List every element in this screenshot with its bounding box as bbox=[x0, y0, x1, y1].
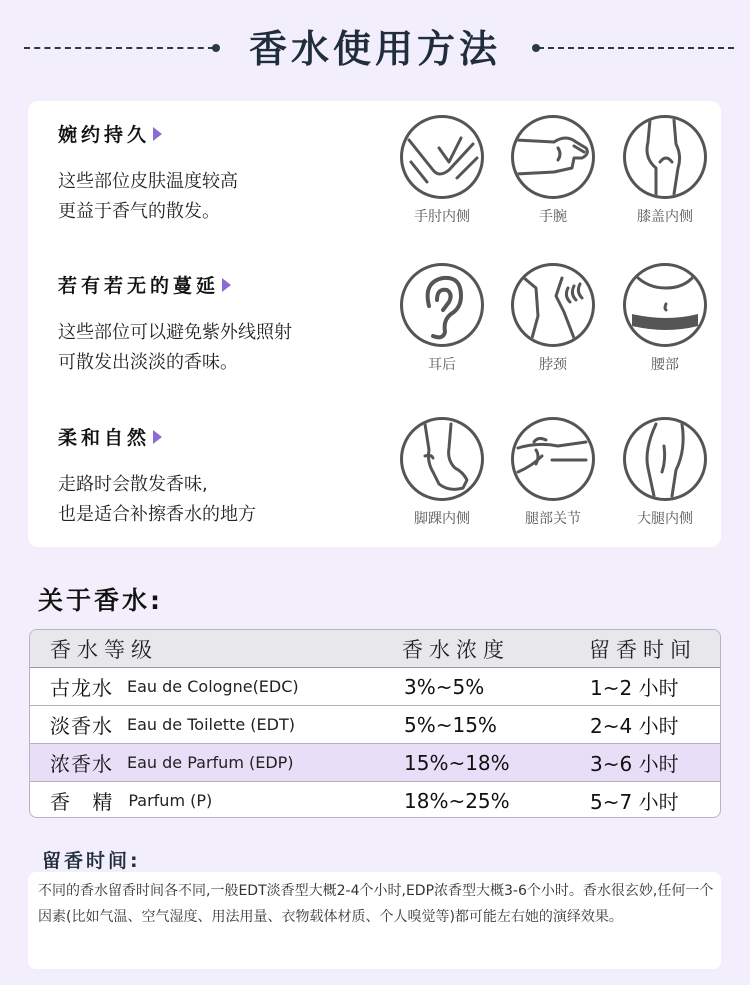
section-natural bbox=[58, 423, 256, 530]
waist-icon bbox=[623, 263, 707, 347]
grade-en: Eau de Toilette (EDT) bbox=[127, 715, 295, 734]
icon-label: 脖颈 bbox=[539, 357, 567, 373]
icon-label: 手肘内侧 bbox=[414, 209, 470, 225]
page-title: 香水使用方法 bbox=[248, 27, 501, 71]
section-title: 柔和自然 bbox=[58, 427, 151, 449]
icon-label: 脚踝内侧 bbox=[414, 511, 470, 527]
concentration-cell: 18%~25% bbox=[404, 788, 510, 813]
thigh-icon bbox=[623, 417, 707, 501]
divider-right bbox=[538, 47, 734, 49]
table-row-highlighted bbox=[30, 744, 721, 782]
section-desc-line: 更益于香气的散发。 bbox=[58, 201, 220, 222]
table-row bbox=[30, 668, 721, 706]
header-grade: 香水等级 bbox=[50, 637, 158, 662]
about-title: 关于香水: bbox=[38, 586, 163, 615]
duration-cell: 2~4 小时 bbox=[590, 714, 679, 738]
neck-icon bbox=[511, 263, 595, 347]
grade-cn: 浓香水 bbox=[50, 752, 113, 776]
duration-cell: 5~7 小时 bbox=[590, 790, 679, 814]
table-header bbox=[30, 630, 721, 668]
duration-cell: 1~2 小时 bbox=[590, 676, 679, 700]
grade-en: Parfum (P) bbox=[128, 791, 213, 810]
knee-icon bbox=[623, 115, 707, 199]
grade-en: Eau de Parfum (EDP) bbox=[127, 753, 294, 772]
section-desc-line: 这些部位皮肤温度较高 bbox=[58, 171, 238, 192]
concentration-cell: 3%~5% bbox=[404, 674, 485, 699]
table-row bbox=[30, 706, 721, 744]
elbow-icon bbox=[400, 115, 484, 199]
leg-joint-icon bbox=[511, 417, 595, 501]
body-part-waist bbox=[623, 263, 707, 374]
icon-label: 手腕 bbox=[539, 209, 567, 225]
section-desc-line: 走路时会散发香味, bbox=[58, 474, 208, 495]
header bbox=[0, 0, 750, 95]
grade-cn: 香 精 bbox=[50, 790, 121, 814]
section-desc-line: 可散发出淡淡的香味。 bbox=[58, 352, 238, 373]
body-part-leg-joint bbox=[511, 417, 595, 528]
icon-label: 腿部关节 bbox=[525, 511, 581, 527]
header-concentration: 香水浓度 bbox=[402, 637, 510, 662]
triangle-icon bbox=[222, 278, 231, 292]
header-duration: 留香时间 bbox=[589, 637, 697, 662]
note-panel bbox=[28, 872, 721, 969]
section-title: 若有若无的蔓延 bbox=[58, 275, 220, 297]
body-part-wrist bbox=[511, 115, 595, 226]
section-desc-line: 也是适合补擦香水的地方 bbox=[58, 504, 256, 525]
body-part-ear bbox=[400, 263, 484, 374]
body-part-neck bbox=[511, 263, 595, 374]
triangle-icon bbox=[153, 127, 162, 141]
wrist-icon bbox=[511, 115, 595, 199]
icon-label: 腰部 bbox=[651, 357, 679, 373]
perfume-table bbox=[29, 629, 721, 818]
concentration-cell: 15%~18% bbox=[404, 750, 510, 775]
body-part-thigh bbox=[623, 417, 707, 528]
section-subtle bbox=[58, 271, 292, 378]
grade-cn: 古龙水 bbox=[50, 676, 113, 700]
body-part-elbow bbox=[400, 115, 484, 226]
body-part-knee bbox=[623, 115, 707, 226]
section-desc-line: 这些部位可以避免紫外线照射 bbox=[58, 322, 292, 343]
ankle-icon bbox=[400, 417, 484, 501]
grade-en: Eau de Cologne(EDC) bbox=[127, 677, 299, 696]
note-text: 不同的香水留香时间各不同,一般EDT淡香型大概2-4个小时,EDP浓香型大概3-6个小时。香水很玄妙,任何一个因素(比如气温、空气湿度、用法用量、衣物载体材质、个人嗅觉等)都可能左右她的演绎效果。 bbox=[38, 883, 714, 925]
duration-cell: 3~6 小时 bbox=[590, 752, 679, 776]
body-part-ankle bbox=[400, 417, 484, 528]
concentration-cell: 5%~15% bbox=[404, 712, 497, 737]
usage-panel bbox=[28, 101, 721, 547]
icon-label: 大腿内侧 bbox=[637, 511, 693, 527]
ear-icon bbox=[400, 263, 484, 347]
section-lasting bbox=[58, 120, 238, 227]
triangle-icon bbox=[153, 430, 162, 444]
icon-label: 膝盖内侧 bbox=[637, 209, 693, 225]
section-title: 婉约持久 bbox=[58, 124, 151, 146]
icon-label: 耳后 bbox=[428, 357, 456, 373]
note-title: 留香时间: bbox=[42, 850, 141, 872]
grade-cn: 淡香水 bbox=[50, 714, 113, 738]
table-row bbox=[30, 782, 721, 818]
